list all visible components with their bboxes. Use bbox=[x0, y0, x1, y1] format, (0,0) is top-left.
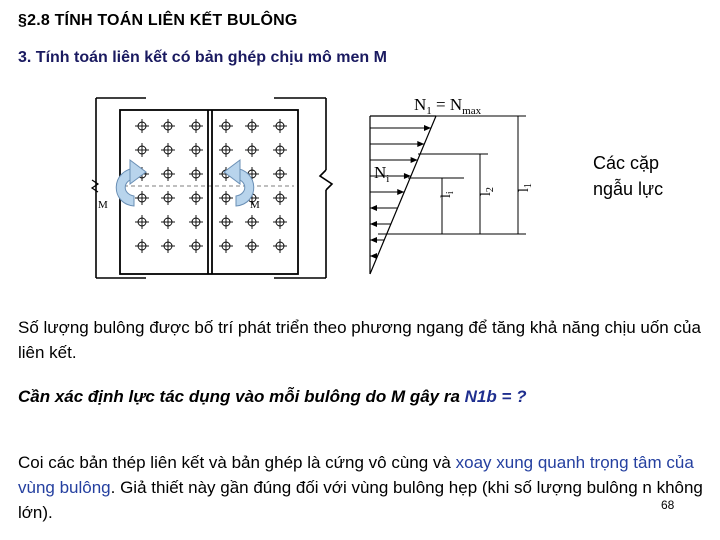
bolt bbox=[135, 191, 149, 205]
bolt-connection-diagram bbox=[88, 88, 548, 288]
force-arrow bbox=[370, 125, 431, 131]
question-formula: N1b = ? bbox=[464, 387, 527, 406]
bolt bbox=[273, 119, 287, 133]
force-arrow bbox=[370, 141, 424, 147]
bolt bbox=[219, 215, 233, 229]
moment-label-right: M bbox=[250, 199, 260, 211]
force-triangle bbox=[370, 116, 436, 274]
bolt-grid bbox=[124, 119, 294, 253]
bolt bbox=[273, 191, 287, 205]
svg-text:l2: $l_2$ bbox=[479, 187, 496, 196]
bolt bbox=[135, 119, 149, 133]
bolt bbox=[189, 119, 203, 133]
bolt bbox=[189, 215, 203, 229]
moment-label-left: M bbox=[98, 199, 108, 211]
bolt bbox=[161, 191, 175, 205]
bolt bbox=[161, 119, 175, 133]
bolt bbox=[161, 239, 175, 253]
svg-text:li: $l_i$ bbox=[439, 191, 456, 198]
bolt bbox=[219, 143, 233, 157]
paragraph-assumption bbox=[18, 450, 708, 525]
svg-text:l1: $l_1$ bbox=[517, 183, 534, 192]
l1-label bbox=[517, 183, 534, 192]
page-title: §2.8 TÍNH TOÁN LIÊN KẾT BULÔNG bbox=[18, 12, 298, 29]
assumption-highlight: xoay xung quanh trọng tâm của vùng bulông bbox=[18, 453, 694, 497]
bolt bbox=[273, 215, 287, 229]
bolt bbox=[135, 143, 149, 157]
bolt bbox=[245, 119, 259, 133]
break-mark-left bbox=[92, 180, 98, 192]
l2-label bbox=[479, 187, 496, 196]
assumption-text-1: Coi các bản thép liên kết và bản ghép là cứng vô cùng và bbox=[18, 453, 456, 472]
ni-label: $N_i$ bbox=[374, 163, 390, 185]
force-arrow bbox=[370, 237, 384, 243]
bolt bbox=[219, 239, 233, 253]
section-subtitle: 3. Tính toán liên kết có bản ghép chịu mô men M bbox=[18, 49, 387, 66]
bolt bbox=[135, 215, 149, 229]
n1-nmax-formula: $N_1 = N_{max}$ bbox=[414, 95, 482, 117]
bolt bbox=[245, 143, 259, 157]
bolt bbox=[219, 191, 233, 205]
question-text: Cần xác định lực tác dụng vào mỗi bulông do M gây ra bbox=[18, 387, 465, 406]
splice-plate bbox=[120, 110, 298, 274]
bolt bbox=[245, 239, 259, 253]
assumption-text-2: . Giả thiết này gần đúng đối với vùng bulông hẹp (khi số lượng bulông n không lớn). bbox=[18, 478, 703, 522]
force-couple-note bbox=[593, 150, 663, 202]
bolt bbox=[273, 167, 287, 181]
right-plate bbox=[274, 98, 332, 278]
bolt bbox=[135, 239, 149, 253]
question-line bbox=[18, 387, 527, 407]
couple-line-1: Các cặp bbox=[593, 153, 660, 173]
bolt bbox=[273, 239, 287, 253]
couple-line-2: ngẫu lực bbox=[593, 179, 664, 199]
bolt bbox=[219, 119, 233, 133]
bolt bbox=[189, 143, 203, 157]
force-arrow bbox=[370, 189, 404, 195]
bolt bbox=[161, 215, 175, 229]
bolt bbox=[273, 143, 287, 157]
bolt bbox=[161, 167, 175, 181]
bolt bbox=[189, 191, 203, 205]
bolt bbox=[189, 239, 203, 253]
force-arrow bbox=[370, 205, 398, 211]
force-arrow bbox=[370, 253, 378, 259]
bolt bbox=[245, 215, 259, 229]
page-number: 68 bbox=[661, 498, 675, 512]
force-arrow bbox=[370, 221, 391, 227]
dimension-lines bbox=[378, 116, 526, 234]
bolt bbox=[161, 143, 175, 157]
bolt bbox=[189, 167, 203, 181]
force-arrows bbox=[370, 125, 431, 259]
paragraph-bolt-layout: Số lượng bulông được bố trí phát triển theo phương ngang để tăng khả năng chịu uốn của liên kết. bbox=[18, 318, 701, 362]
